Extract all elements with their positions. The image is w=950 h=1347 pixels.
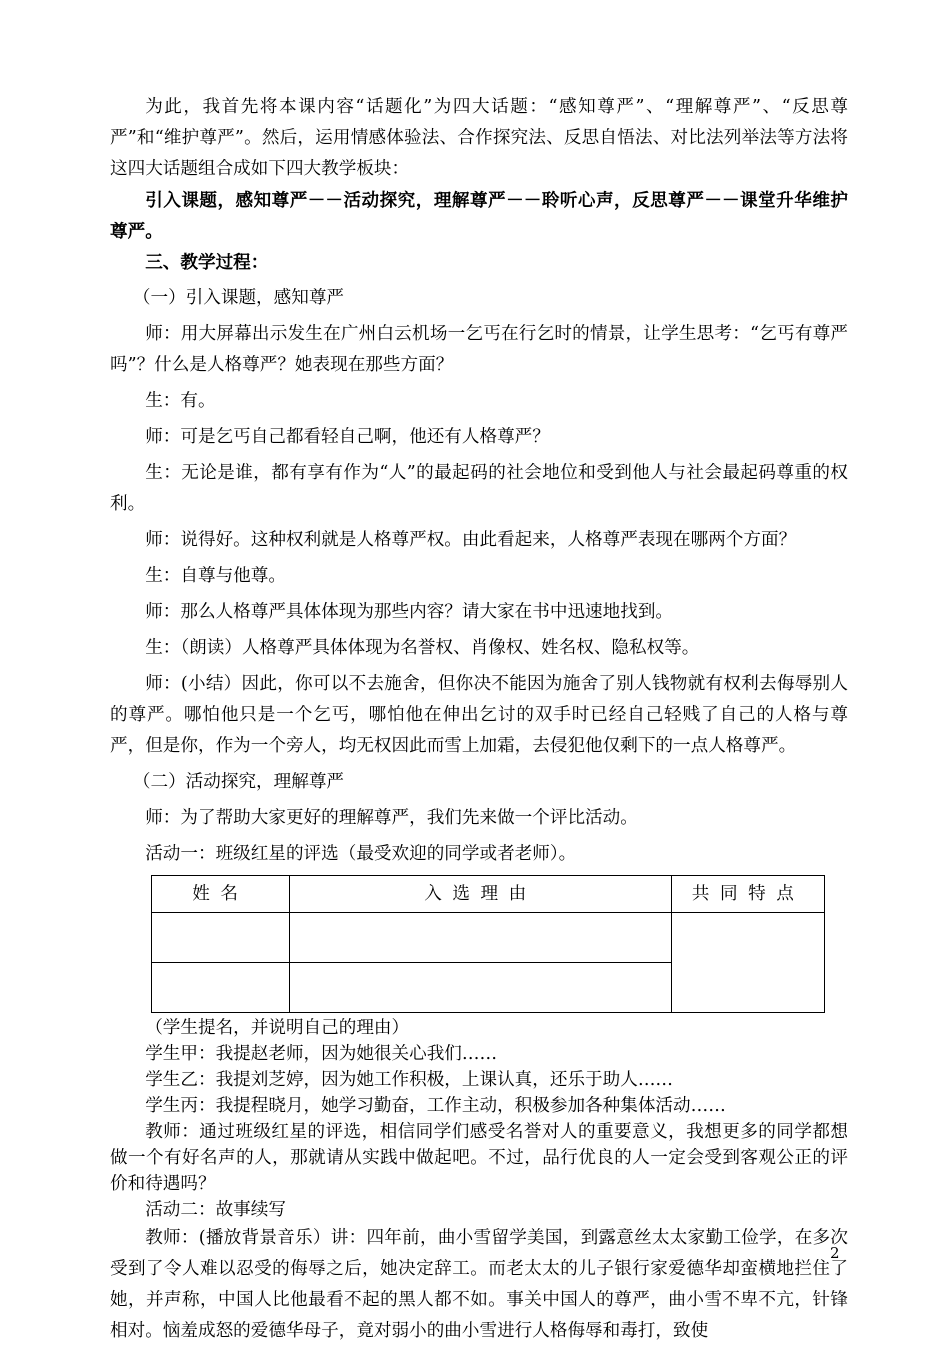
table-row [152, 913, 825, 963]
table-cell-empty [152, 913, 290, 963]
paragraph: 师：可是乞丐自己都看轻自己啊，他还有人格尊严？ [145, 427, 550, 447]
header-reason: 入选理由 [289, 876, 671, 913]
paragraph: 师：用大屏幕出示发生在广州白云机场一乞丐在行乞时的情景，让学生思考：“乞丐有尊严吗”？什么是人格尊严？她表现在那些方面？ [110, 324, 848, 375]
paragraph: 生：（朗读）人格尊严具体体现为名誉权、肖像权、姓名权、隐私权等。 [145, 638, 700, 658]
paragraph-bold: 引入课题，感知尊严－－活动探究，理解尊严－－聆听心声，反思尊严－－课堂升华维护尊严。 [110, 190, 848, 242]
paragraph: 生：自尊与他尊。 [145, 566, 286, 586]
paragraph: 生：无论是谁，都有享有作为“人”的最起码的社会地位和受到他人与社会最起码尊重的权利。 [110, 463, 848, 514]
subsection-heading: （二）活动探究，理解尊严 [132, 772, 345, 792]
paragraph: 生：有。 [145, 391, 216, 411]
paragraph: 师：(小结）因此，你可以不去施舍，但你决不能因为施舍了别人钱物就有权利去侮辱别人的尊严。哪怕他只是一个乞丐，哪怕他在伸出乞讨的双手时已经自己轻贱了自己的人格与尊严，但是你，作为一个旁人，均无权因此而雪上加霜，去侵犯他仅剩下的一点人格尊严。 [110, 674, 848, 756]
paragraph: 教师：(播放背景音乐）讲：四年前，曲小雪留学美国，到露意丝太太家勤工俭学，在多次受到了令人难以忍受的侮辱之后，她决定辞工。而老太太的儿子银行家爱德华却蛮横地拦住了她，并声称，中国人比他最看不起的黑人都不如。事关中国人的尊严，曲小雪不卑不亢，针锋相对。恼羞成怒的爱德华母子，竟对弱小的曲小雪进行人格侮辱和毒打，致使 [110, 1228, 848, 1341]
paragraph: 师：那么人格尊严具体体现为那些内容？请大家在书中迅速地找到。 [145, 602, 674, 622]
paragraph: 活动一：班级红星的评选（最受欢迎的同学或者老师）。 [145, 844, 577, 864]
section-heading: 三、教学过程： [145, 252, 269, 273]
paragraph: 师：说得好。这种权利就是人格尊严权。由此看起来，人格尊严表现在哪两个方面？ [145, 530, 797, 550]
table-cell-empty [289, 913, 671, 963]
paragraph: 活动二：故事续写 [145, 1200, 286, 1220]
paragraph: 师：为了帮助大家更好的理解尊严，我们先来做一个评比活动。 [145, 808, 638, 828]
table-cell-empty [289, 963, 671, 1013]
table-cell-merged [672, 913, 825, 1013]
paragraph: （学生提名，并说明自己的理由） [145, 1018, 410, 1038]
paragraph: 学生丙：我提程晓月，她学习勤奋，工作主动，积极参加各种集体活动…… [145, 1096, 726, 1116]
header-name: 姓名 [152, 876, 290, 913]
table-header-row [152, 876, 825, 913]
paragraph: 为此，我首先将本课内容“话题化”为四大话题：“感知尊严”、“理解尊严”、“反思尊严”和“维护尊严”。然后，运用情感体验法、合作探究法、反思自悟法、对比法列举法等方法将这四大话题组合成如下四大教学板块： [110, 97, 848, 179]
subsection-heading: （一）引入课题，感知尊严 [132, 288, 345, 308]
paragraph: 教师：通过班级红星的评选，相信同学们感受名誉对人的重要意义，我想更多的同学都想做一个有好名声的人，那就请从实践中做起吧。不过，品行优良的人一定会受到客观公正的评价和待遇吗？ [110, 1122, 848, 1194]
document-body [110, 92, 848, 1347]
paragraph: 学生甲：我提赵老师，因为她很关心我们…… [145, 1044, 498, 1064]
page-number: 2 [830, 1244, 840, 1262]
table-cell-empty [152, 963, 290, 1013]
paragraph: 学生乙：我提刘芝婷，因为她工作积极，上课认真，还乐于助人…… [145, 1070, 674, 1090]
red-star-table [151, 875, 825, 1013]
header-common-traits: 共同特点 [672, 876, 825, 913]
